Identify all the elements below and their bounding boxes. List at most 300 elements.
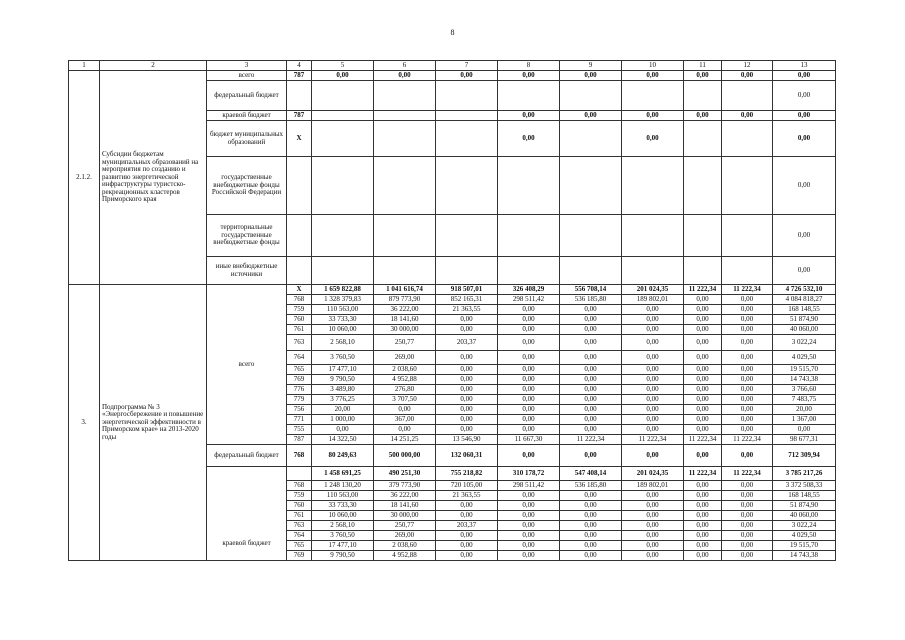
item-name: Субсидии бюджетам муниципальных образований на мероприятия по созданию и развитию энергетической инфраструктуры туристско-рекреационных кластеров Приморского края bbox=[100, 71, 207, 285]
value-cell: 269,00 bbox=[374, 351, 436, 365]
funding-source: бюджет муниципальных образований bbox=[207, 121, 287, 157]
value-cell: 0,00 bbox=[684, 541, 722, 551]
value-cell: 0,00 bbox=[560, 521, 622, 531]
value-cell bbox=[722, 157, 773, 215]
value-cell bbox=[684, 121, 722, 157]
value-cell bbox=[560, 257, 622, 285]
value-cell: 0,00 bbox=[622, 501, 684, 511]
value-cell bbox=[722, 215, 773, 257]
value-cell bbox=[622, 257, 684, 285]
value-cell: 0,00 bbox=[684, 551, 722, 561]
code-cell: 764 bbox=[287, 531, 312, 541]
value-cell: 0,00 bbox=[722, 375, 773, 385]
value-cell: 168 148,55 bbox=[773, 305, 836, 315]
value-cell: 500 000,00 bbox=[374, 445, 436, 467]
value-cell: 0,00 bbox=[374, 71, 436, 81]
table-row bbox=[69, 71, 836, 81]
value-cell: 0,00 bbox=[684, 531, 722, 541]
value-cell: 189 802,01 bbox=[622, 295, 684, 305]
value-cell: 0,00 bbox=[498, 541, 560, 551]
value-cell: 40 060,00 bbox=[773, 325, 836, 335]
value-cell: 0,00 bbox=[622, 531, 684, 541]
value-cell: 0,00 bbox=[622, 365, 684, 375]
value-cell: 0,00 bbox=[436, 325, 498, 335]
code-cell bbox=[287, 467, 312, 481]
funding-source: иные внебюджетные источники bbox=[207, 257, 287, 285]
value-cell: 0,00 bbox=[622, 491, 684, 501]
value-cell: 0,00 bbox=[722, 385, 773, 395]
value-cell: 0,00 bbox=[498, 375, 560, 385]
value-cell: 0,00 bbox=[773, 425, 836, 435]
value-cell: 536 185,80 bbox=[560, 481, 622, 491]
value-cell: 0,00 bbox=[684, 395, 722, 405]
value-cell: 0,00 bbox=[684, 325, 722, 335]
code-cell: 771 bbox=[287, 415, 312, 425]
value-cell: 11 667,30 bbox=[498, 435, 560, 445]
value-cell bbox=[684, 81, 722, 111]
value-cell: 0,00 bbox=[498, 365, 560, 375]
value-cell: 0,00 bbox=[684, 315, 722, 325]
page-number: 8 bbox=[450, 28, 455, 37]
value-cell: 0,00 bbox=[498, 501, 560, 511]
value-cell: 0,00 bbox=[684, 425, 722, 435]
value-cell: 0,00 bbox=[722, 425, 773, 435]
value-cell: 0,00 bbox=[684, 111, 722, 121]
code-cell: 768 bbox=[287, 295, 312, 305]
code-cell: 768 bbox=[287, 445, 312, 467]
value-cell: 11 222,34 bbox=[684, 467, 722, 481]
value-cell bbox=[312, 81, 374, 111]
value-cell bbox=[436, 215, 498, 257]
value-cell: 0,00 bbox=[498, 551, 560, 561]
value-cell: 4 029,50 bbox=[773, 531, 836, 541]
header-cell: 7 bbox=[436, 61, 498, 71]
value-cell: 11 222,34 bbox=[722, 435, 773, 445]
value-cell: 0,00 bbox=[722, 295, 773, 305]
funding-source: федеральный бюджет bbox=[207, 445, 287, 467]
budget-table bbox=[68, 60, 836, 561]
code-cell: 764 bbox=[287, 351, 312, 365]
value-cell: 0,00 bbox=[560, 541, 622, 551]
value-cell: 80 249,63 bbox=[312, 445, 374, 467]
value-cell: 0,00 bbox=[722, 551, 773, 561]
value-cell: 36 222,00 bbox=[374, 491, 436, 501]
code-cell: 761 bbox=[287, 325, 312, 335]
value-cell: 918 507,01 bbox=[436, 285, 498, 295]
value-cell: 7 483,75 bbox=[773, 395, 836, 405]
header-cell: 8 bbox=[498, 61, 560, 71]
value-cell: 720 105,00 bbox=[436, 481, 498, 491]
value-cell: 201 024,35 bbox=[622, 285, 684, 295]
value-cell: 0,00 bbox=[684, 385, 722, 395]
header-cell: 4 bbox=[287, 61, 312, 71]
value-cell: 0,00 bbox=[684, 511, 722, 521]
value-cell: 17 477,10 bbox=[312, 365, 374, 375]
value-cell: 0,00 bbox=[560, 511, 622, 521]
code-cell: 763 bbox=[287, 335, 312, 351]
value-cell: 0,00 bbox=[560, 415, 622, 425]
value-cell: 0,00 bbox=[622, 551, 684, 561]
value-cell: 310 178,72 bbox=[498, 467, 560, 481]
value-cell: 852 165,31 bbox=[436, 295, 498, 305]
value-cell: 3 760,50 bbox=[312, 351, 374, 365]
value-cell: 0,00 bbox=[560, 335, 622, 351]
value-cell: 0,00 bbox=[560, 385, 622, 395]
value-cell: 0,00 bbox=[436, 551, 498, 561]
value-cell: 3 372 508,33 bbox=[773, 481, 836, 491]
value-cell: 276,80 bbox=[374, 385, 436, 395]
value-cell: 0,00 bbox=[622, 541, 684, 551]
value-cell: 10 060,00 bbox=[312, 325, 374, 335]
value-cell: 4 952,88 bbox=[374, 375, 436, 385]
code-cell: 755 bbox=[287, 425, 312, 435]
value-cell: 0,00 bbox=[498, 521, 560, 531]
value-cell bbox=[498, 157, 560, 215]
value-cell: 490 251,30 bbox=[374, 467, 436, 481]
value-cell: 0,00 bbox=[684, 305, 722, 315]
value-cell: 10 060,00 bbox=[312, 511, 374, 521]
value-cell: 0,00 bbox=[560, 445, 622, 467]
value-cell bbox=[374, 215, 436, 257]
value-cell: 0,00 bbox=[622, 395, 684, 405]
funding-source: всего bbox=[207, 285, 287, 445]
value-cell: 19 515,70 bbox=[773, 365, 836, 375]
value-cell: 0,00 bbox=[560, 325, 622, 335]
value-cell: 367,00 bbox=[374, 415, 436, 425]
value-cell: 19 515,70 bbox=[773, 541, 836, 551]
value-cell: 11 222,34 bbox=[684, 435, 722, 445]
value-cell: 0,00 bbox=[560, 405, 622, 415]
value-cell bbox=[436, 81, 498, 111]
value-cell: 4 084 818,27 bbox=[773, 295, 836, 305]
value-cell: 203,37 bbox=[436, 335, 498, 351]
value-cell: 0,00 bbox=[436, 315, 498, 325]
value-cell: 203,37 bbox=[436, 521, 498, 531]
value-cell bbox=[312, 215, 374, 257]
value-cell: 0,00 bbox=[436, 415, 498, 425]
value-cell: 0,00 bbox=[773, 81, 836, 111]
value-cell: 0,00 bbox=[436, 385, 498, 395]
value-cell: 51 874,90 bbox=[773, 501, 836, 511]
code-cell: 760 bbox=[287, 501, 312, 511]
value-cell: 18 141,60 bbox=[374, 501, 436, 511]
value-cell: 0,00 bbox=[498, 511, 560, 521]
value-cell: 4 726 532,10 bbox=[773, 285, 836, 295]
code-cell: 761 bbox=[287, 511, 312, 521]
value-cell: 0,00 bbox=[498, 305, 560, 315]
value-cell: 3 766,60 bbox=[773, 385, 836, 395]
value-cell: 0,00 bbox=[560, 305, 622, 315]
value-cell: 2 568,10 bbox=[312, 521, 374, 531]
header-cell: 3 bbox=[207, 61, 287, 71]
value-cell: 0,00 bbox=[560, 351, 622, 365]
value-cell: 0,00 bbox=[722, 445, 773, 467]
value-cell: 0,00 bbox=[773, 257, 836, 285]
value-cell: 0,00 bbox=[622, 121, 684, 157]
value-cell: 0,00 bbox=[498, 491, 560, 501]
value-cell: 17 477,10 bbox=[312, 541, 374, 551]
value-cell: 3 489,80 bbox=[312, 385, 374, 395]
value-cell bbox=[684, 157, 722, 215]
code-cell: 765 bbox=[287, 541, 312, 551]
value-cell: 0,00 bbox=[622, 425, 684, 435]
value-cell: 0,00 bbox=[773, 71, 836, 81]
value-cell: 0,00 bbox=[312, 425, 374, 435]
code-cell: 765 bbox=[287, 365, 312, 375]
code-cell: 756 bbox=[287, 405, 312, 415]
value-cell: 0,00 bbox=[684, 351, 722, 365]
value-cell: 0,00 bbox=[560, 375, 622, 385]
value-cell: 33 733,30 bbox=[312, 501, 374, 511]
value-cell bbox=[374, 257, 436, 285]
value-cell: 1 248 130,20 bbox=[312, 481, 374, 491]
header-cell: 5 bbox=[312, 61, 374, 71]
value-cell: 14 322,50 bbox=[312, 435, 374, 445]
value-cell: 0,00 bbox=[498, 121, 560, 157]
value-cell: 0,00 bbox=[436, 501, 498, 511]
code-cell: 787 bbox=[287, 111, 312, 121]
item-number: 2.1.2. bbox=[69, 71, 100, 285]
value-cell: 0,00 bbox=[722, 531, 773, 541]
value-cell: 0,00 bbox=[722, 541, 773, 551]
value-cell: 0,00 bbox=[722, 511, 773, 521]
value-cell: 0,00 bbox=[436, 365, 498, 375]
value-cell: 14 743,38 bbox=[773, 551, 836, 561]
header-cell: 6 bbox=[374, 61, 436, 71]
value-cell: 3 707,50 bbox=[374, 395, 436, 405]
value-cell: 1 041 616,74 bbox=[374, 285, 436, 295]
value-cell: 0,00 bbox=[684, 491, 722, 501]
value-cell: 0,00 bbox=[498, 111, 560, 121]
value-cell: 33 733,30 bbox=[312, 315, 374, 325]
funding-source: государственные внебюджетные фонды Российской Федерации bbox=[207, 157, 287, 215]
value-cell: 4 029,50 bbox=[773, 351, 836, 365]
value-cell: 0,00 bbox=[498, 71, 560, 81]
value-cell: 0,00 bbox=[622, 445, 684, 467]
value-cell: 250,77 bbox=[374, 335, 436, 351]
funding-source: федеральный бюджет bbox=[207, 81, 287, 111]
value-cell: 189 802,01 bbox=[622, 481, 684, 491]
code-cell: X bbox=[287, 285, 312, 295]
value-cell: 0,00 bbox=[684, 445, 722, 467]
value-cell: 0,00 bbox=[722, 365, 773, 375]
value-cell: 18 141,60 bbox=[374, 315, 436, 325]
header-cell: 12 bbox=[722, 61, 773, 71]
value-cell: 0,00 bbox=[436, 511, 498, 521]
value-cell: 11 222,34 bbox=[684, 285, 722, 295]
value-cell: 0,00 bbox=[498, 315, 560, 325]
value-cell: 0,00 bbox=[436, 425, 498, 435]
value-cell: 0,00 bbox=[622, 521, 684, 531]
value-cell: 13 546,90 bbox=[436, 435, 498, 445]
value-cell: 0,00 bbox=[560, 365, 622, 375]
value-cell: 0,00 bbox=[773, 157, 836, 215]
code-cell: 759 bbox=[287, 491, 312, 501]
value-cell bbox=[312, 157, 374, 215]
code-cell: 787 bbox=[287, 435, 312, 445]
value-cell: 298 511,42 bbox=[498, 295, 560, 305]
value-cell: 3 022,24 bbox=[773, 521, 836, 531]
value-cell: 1 458 691,25 bbox=[312, 467, 374, 481]
code-cell bbox=[287, 157, 312, 215]
value-cell: 0,00 bbox=[722, 335, 773, 351]
value-cell: 0,00 bbox=[498, 405, 560, 415]
value-cell: 0,00 bbox=[560, 425, 622, 435]
value-cell: 3 776,25 bbox=[312, 395, 374, 405]
code-cell: 776 bbox=[287, 385, 312, 395]
value-cell bbox=[622, 157, 684, 215]
value-cell: 3 760,50 bbox=[312, 531, 374, 541]
value-cell: 0,00 bbox=[684, 71, 722, 81]
header-row bbox=[69, 61, 836, 71]
value-cell: 0,00 bbox=[622, 325, 684, 335]
value-cell: 4 952,88 bbox=[374, 551, 436, 561]
value-cell: 0,00 bbox=[684, 521, 722, 531]
value-cell bbox=[722, 81, 773, 111]
code-cell: 779 bbox=[287, 395, 312, 405]
code-cell: 768 bbox=[287, 481, 312, 491]
value-cell bbox=[312, 121, 374, 157]
value-cell: 250,77 bbox=[374, 521, 436, 531]
value-cell: 269,00 bbox=[374, 531, 436, 541]
value-cell: 0,00 bbox=[498, 335, 560, 351]
value-cell: 0,00 bbox=[622, 385, 684, 395]
value-cell: 755 218,82 bbox=[436, 467, 498, 481]
value-cell: 3 785 217,26 bbox=[773, 467, 836, 481]
value-cell: 0,00 bbox=[684, 501, 722, 511]
value-cell: 110 563,00 bbox=[312, 491, 374, 501]
value-cell: 0,00 bbox=[622, 71, 684, 81]
value-cell: 2 038,60 bbox=[374, 365, 436, 375]
value-cell: 201 024,35 bbox=[622, 467, 684, 481]
value-cell: 0,00 bbox=[498, 325, 560, 335]
value-cell: 0,00 bbox=[722, 71, 773, 81]
header-cell: 13 bbox=[773, 61, 836, 71]
value-cell: 30 000,00 bbox=[374, 325, 436, 335]
value-cell: 11 222,34 bbox=[722, 467, 773, 481]
value-cell: 0,00 bbox=[560, 315, 622, 325]
value-cell bbox=[436, 111, 498, 121]
code-cell: 760 bbox=[287, 315, 312, 325]
value-cell: 168 148,55 bbox=[773, 491, 836, 501]
value-cell: 0,00 bbox=[684, 481, 722, 491]
value-cell bbox=[374, 121, 436, 157]
value-cell: 0,00 bbox=[722, 315, 773, 325]
value-cell: 3 022,24 bbox=[773, 335, 836, 351]
value-cell: 36 222,00 bbox=[374, 305, 436, 315]
value-cell bbox=[622, 81, 684, 111]
value-cell: 0,00 bbox=[560, 491, 622, 501]
value-cell bbox=[560, 121, 622, 157]
code-cell: 787 bbox=[287, 71, 312, 81]
value-cell: 0,00 bbox=[436, 375, 498, 385]
value-cell: 0,00 bbox=[374, 405, 436, 415]
value-cell: 2 038,60 bbox=[374, 541, 436, 551]
value-cell: 0,00 bbox=[560, 395, 622, 405]
value-cell: 0,00 bbox=[722, 481, 773, 491]
code-cell bbox=[287, 257, 312, 285]
value-cell: 0,00 bbox=[684, 415, 722, 425]
value-cell: 0,00 bbox=[722, 501, 773, 511]
value-cell: 1 328 379,83 bbox=[312, 295, 374, 305]
value-cell: 11 222,34 bbox=[622, 435, 684, 445]
value-cell: 11 222,34 bbox=[722, 285, 773, 295]
item-name: Подпрограмма № 3 «Энергосбережение и повышение энергетической эффективности в Приморском крае» на 2013-2020 годы bbox=[100, 285, 207, 561]
value-cell: 14 251,25 bbox=[374, 435, 436, 445]
value-cell: 0,00 bbox=[722, 305, 773, 315]
value-cell bbox=[436, 257, 498, 285]
value-cell: 0,00 bbox=[622, 375, 684, 385]
value-cell: 0,00 bbox=[722, 325, 773, 335]
header-cell: 10 bbox=[622, 61, 684, 71]
value-cell: 0,00 bbox=[498, 351, 560, 365]
code-cell bbox=[287, 81, 312, 111]
value-cell: 0,00 bbox=[722, 111, 773, 121]
header-cell: 1 bbox=[69, 61, 100, 71]
value-cell: 0,00 bbox=[560, 551, 622, 561]
value-cell: 0,00 bbox=[722, 395, 773, 405]
value-cell: 298 511,42 bbox=[498, 481, 560, 491]
funding-source: краевой бюджет bbox=[207, 467, 287, 561]
value-cell: 0,00 bbox=[622, 111, 684, 121]
value-cell: 0,00 bbox=[436, 541, 498, 551]
code-cell: 759 bbox=[287, 305, 312, 315]
value-cell bbox=[374, 111, 436, 121]
value-cell: 0,00 bbox=[773, 121, 836, 157]
value-cell bbox=[560, 215, 622, 257]
value-cell: 30 000,00 bbox=[374, 511, 436, 521]
value-cell: 379 773,90 bbox=[374, 481, 436, 491]
value-cell: 0,00 bbox=[622, 415, 684, 425]
value-cell: 0,00 bbox=[498, 445, 560, 467]
value-cell: 0,00 bbox=[436, 71, 498, 81]
value-cell: 0,00 bbox=[560, 531, 622, 541]
value-cell: 98 677,31 bbox=[773, 435, 836, 445]
value-cell: 20,00 bbox=[773, 405, 836, 415]
value-cell: 2 568,10 bbox=[312, 335, 374, 351]
value-cell: 9 790,50 bbox=[312, 551, 374, 561]
value-cell: 0,00 bbox=[622, 315, 684, 325]
value-cell bbox=[722, 121, 773, 157]
code-cell bbox=[287, 215, 312, 257]
value-cell: 0,00 bbox=[436, 395, 498, 405]
value-cell: 21 363,55 bbox=[436, 491, 498, 501]
value-cell: 0,00 bbox=[622, 511, 684, 521]
value-cell: 110 563,00 bbox=[312, 305, 374, 315]
value-cell: 556 708,14 bbox=[560, 285, 622, 295]
value-cell bbox=[498, 257, 560, 285]
value-cell bbox=[436, 121, 498, 157]
value-cell: 11 222,34 bbox=[560, 435, 622, 445]
table-row bbox=[69, 285, 836, 295]
header-cell: 9 bbox=[560, 61, 622, 71]
value-cell bbox=[560, 81, 622, 111]
value-cell: 0,00 bbox=[722, 405, 773, 415]
header-cell: 11 bbox=[684, 61, 722, 71]
value-cell: 0,00 bbox=[622, 405, 684, 415]
value-cell bbox=[374, 157, 436, 215]
item-number: 3. bbox=[69, 285, 100, 561]
value-cell: 0,00 bbox=[684, 405, 722, 415]
value-cell: 14 743,38 bbox=[773, 375, 836, 385]
value-cell bbox=[622, 215, 684, 257]
value-cell: 0,00 bbox=[560, 71, 622, 81]
funding-source: территориальные государственные внебюджетные фонды bbox=[207, 215, 287, 257]
value-cell bbox=[374, 81, 436, 111]
value-cell: 0,00 bbox=[722, 415, 773, 425]
value-cell: 0,00 bbox=[684, 365, 722, 375]
value-cell: 51 874,90 bbox=[773, 315, 836, 325]
